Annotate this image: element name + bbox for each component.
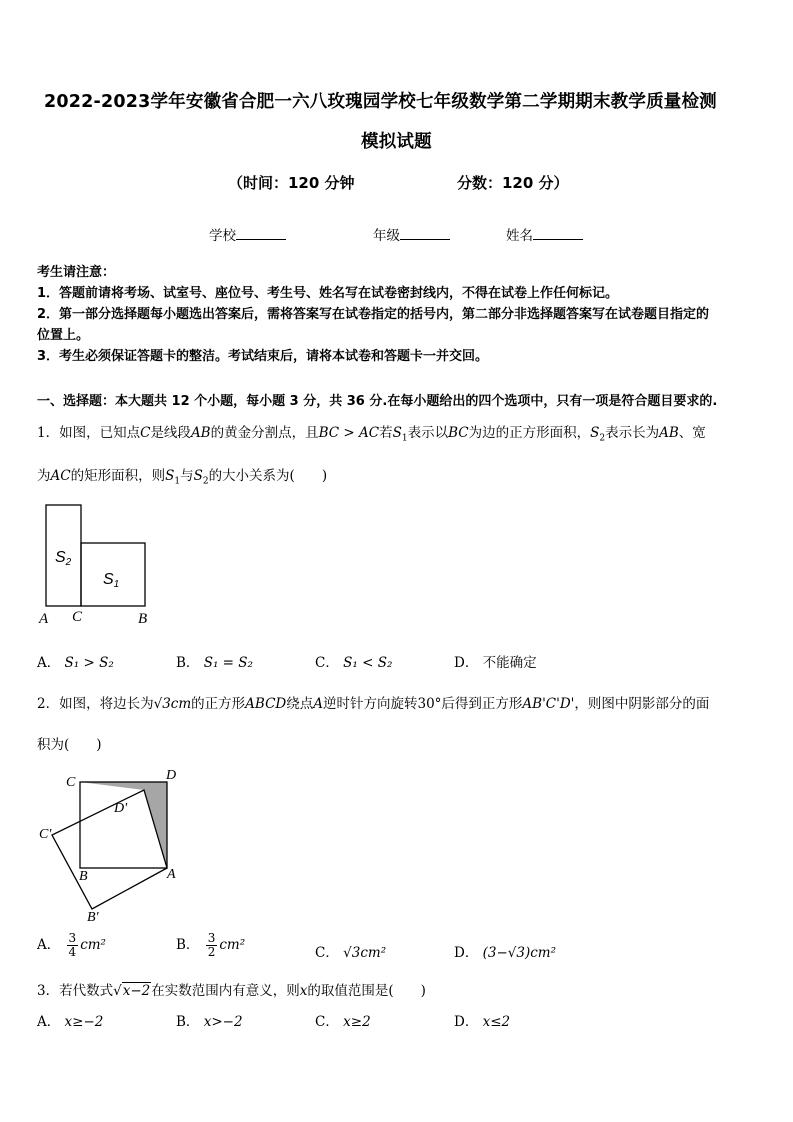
q3-text: 若代数式 <box>59 983 114 999</box>
school-blank[interactable] <box>236 227 286 240</box>
q2-option-a[interactable] <box>37 932 106 959</box>
q2-fig-b: B <box>79 869 88 884</box>
q2-option-d[interactable] <box>454 941 556 961</box>
section-heading: 一、选择题：本大题共 12 个小题，每小题 3 分，共 36 分.在每小题给出的四个选项中，只有一项是符合题目要求的. <box>37 394 718 409</box>
time-info: （时间：120 分钟 <box>228 174 355 192</box>
notice-item-2: 2．第一部分选择题每小题选出答案后，需将答案写在试卷指定的括号内，第二部分非选择题答案写在试卷题目指定的 <box>37 307 710 322</box>
option-text: S₁ > S₂ <box>64 655 114 671</box>
option-text: S₁ < S₂ <box>343 655 393 671</box>
option-unit: cm² <box>219 937 246 953</box>
q2-number: 2． <box>37 696 60 712</box>
q1-option-a[interactable] <box>37 651 114 671</box>
notice-block <box>37 262 709 367</box>
q2-option-b-fraction: $\frac{3}{2}$ <box>207 931 216 959</box>
option-label: A． <box>37 655 61 671</box>
q1-figure <box>30 495 170 630</box>
q1-var: AB <box>659 425 679 441</box>
q1-text: 与 <box>180 468 194 484</box>
q2-text: 绕点 <box>286 696 314 712</box>
q1-var: S <box>590 425 600 441</box>
name-blank[interactable] <box>533 227 583 240</box>
option-text: x≥2 <box>343 1014 371 1030</box>
q1-text: 若 <box>379 425 393 441</box>
grade-field[interactable] <box>373 224 450 244</box>
option-label: B． <box>176 937 200 953</box>
school-label: 学校 <box>209 228 236 244</box>
notice-item-1: 1．答题前请将考场、试室号、座位号、考生号、姓名写在试卷密封线内，不得在试卷上作任何标记。 <box>37 286 619 301</box>
option-text: x>−2 <box>203 1014 243 1030</box>
notice-heading: 考生请注意： <box>37 265 116 280</box>
q3-expression: x−2 <box>122 983 151 999</box>
option-text: √3cm² <box>343 945 387 961</box>
q2-text: 逆时针方向旋转30°后得到正方形 <box>322 696 523 712</box>
q2-fig-cp: C' <box>39 827 52 842</box>
grade-label: 年级 <box>373 228 400 244</box>
q2-length: √3cm <box>153 696 192 712</box>
q3-number: 3． <box>37 983 60 999</box>
q3-option-a[interactable] <box>37 1010 103 1030</box>
q1-text: 如图，已知点 <box>59 425 141 441</box>
q1-text: 、宽 <box>678 425 706 441</box>
q3-text: 的取值范围是( ) <box>307 983 426 999</box>
q3-var: x <box>299 983 308 999</box>
option-label: D． <box>454 945 479 961</box>
q1-fig-c: C <box>72 609 83 625</box>
option-unit: cm² <box>80 937 106 953</box>
grade-blank[interactable] <box>400 227 450 240</box>
q1-condition: BC > AC <box>318 425 380 441</box>
q3-option-b[interactable] <box>176 1010 243 1030</box>
q2-var: AB'C'D' <box>522 696 575 712</box>
q1-option-c[interactable] <box>315 651 392 671</box>
q2-fig-d: D <box>166 768 177 783</box>
q1-text: 的矩形面积，则 <box>70 468 166 484</box>
option-label: D． <box>454 655 479 671</box>
option-label: A． <box>37 937 61 953</box>
q1-fig-b: B <box>138 611 148 627</box>
title-line-2: 模拟试题 <box>361 132 432 152</box>
q2-line-1 <box>37 692 709 712</box>
q1-text: 为边的正方形面积， <box>468 425 591 441</box>
option-label: D． <box>454 1014 479 1030</box>
name-field[interactable] <box>506 224 583 244</box>
q1-line-1: 1．如图，已知点C是线段AB的黄金分割点，且BC > AC若$S_1$表示以BC为边的正方形面积，$S_2$表示长为AB、宽 <box>37 425 706 444</box>
q2-option-c[interactable] <box>315 941 386 961</box>
option-label: C． <box>315 1014 339 1030</box>
q2-var: ABCD <box>245 696 287 712</box>
q1-fig-s2: S2 <box>55 549 72 568</box>
q1-var: BC <box>448 425 469 441</box>
option-label: B． <box>176 1014 200 1030</box>
q2-fig-a: A <box>167 867 176 882</box>
q2-fig-bp: B' <box>87 910 99 924</box>
q1-var: AC <box>50 468 71 484</box>
option-label: C． <box>315 945 339 961</box>
q1-text: 的黄金分割点，且 <box>210 425 319 441</box>
q1-var: C <box>140 425 151 441</box>
q1-text: 表示以 <box>407 425 449 441</box>
q1-var: S <box>392 425 402 441</box>
q3-text: 在实数范围内有意义，则 <box>151 983 300 999</box>
q2-text: 如图，将边长为 <box>59 696 154 712</box>
option-text: S₁ = S₂ <box>203 655 253 671</box>
q2-fig-dp: D' <box>114 801 128 816</box>
option-label: C． <box>315 655 339 671</box>
q1-line-2: 为AC的矩形面积，则$S_1$与$S_2$的大小关系为( ) <box>37 468 328 487</box>
q2-figure <box>30 762 190 924</box>
option-text: x≤2 <box>482 1014 511 1030</box>
q1-fig-a: A <box>39 611 49 627</box>
option-text: x≥−2 <box>64 1014 104 1030</box>
q2-text: ，则图中阴影部分的面 <box>574 696 710 712</box>
q3-option-c[interactable] <box>315 1010 371 1030</box>
q1-option-b[interactable] <box>176 651 253 671</box>
q2-option-a-fraction: $\frac{3}{4}$ <box>68 931 77 959</box>
q3-option-d[interactable] <box>454 1010 510 1030</box>
name-label: 姓名 <box>506 228 533 244</box>
q1-text: 的大小关系为( ) <box>208 468 328 484</box>
school-field[interactable] <box>209 224 286 244</box>
q2-square-rotated <box>52 790 167 909</box>
q2-option-b[interactable] <box>176 932 245 959</box>
q1-text: 是线段 <box>150 425 191 441</box>
q1-text: 表示长为 <box>605 425 660 441</box>
q1-option-d[interactable] <box>454 651 537 671</box>
notice-item-2-cont: 位置上。 <box>37 328 90 343</box>
q2-fig-c: C <box>66 775 76 790</box>
q2-line-2: 积为( ) <box>37 737 102 753</box>
option-text: (3−√3)cm² <box>482 945 557 961</box>
q1-number: 1． <box>37 425 60 441</box>
option-label: B． <box>176 655 200 671</box>
option-text: 不能确定 <box>482 655 537 671</box>
q3-line-1: 3．若代数式√x−2在实数范围内有意义，则x的取值范围是( ) <box>37 983 426 999</box>
title-line-1: 2022-2023学年安徽省合肥一六八玫瑰园学校七年级数学第二学期期末教学质量检测 <box>44 92 717 112</box>
q1-text: 为 <box>37 468 51 484</box>
notice-item-3: 3．考生必须保证答题卡的整洁。考试结束后，请将本试卷和答题卡一并交回。 <box>37 349 489 364</box>
q1-fig-s1: S1 <box>103 571 120 590</box>
q2-var: A <box>313 696 323 712</box>
q1-var: AB <box>190 425 211 441</box>
option-label: A． <box>37 1014 61 1030</box>
score-info: 分数：120 分） <box>457 174 569 192</box>
q2-text: 的正方形 <box>191 696 246 712</box>
